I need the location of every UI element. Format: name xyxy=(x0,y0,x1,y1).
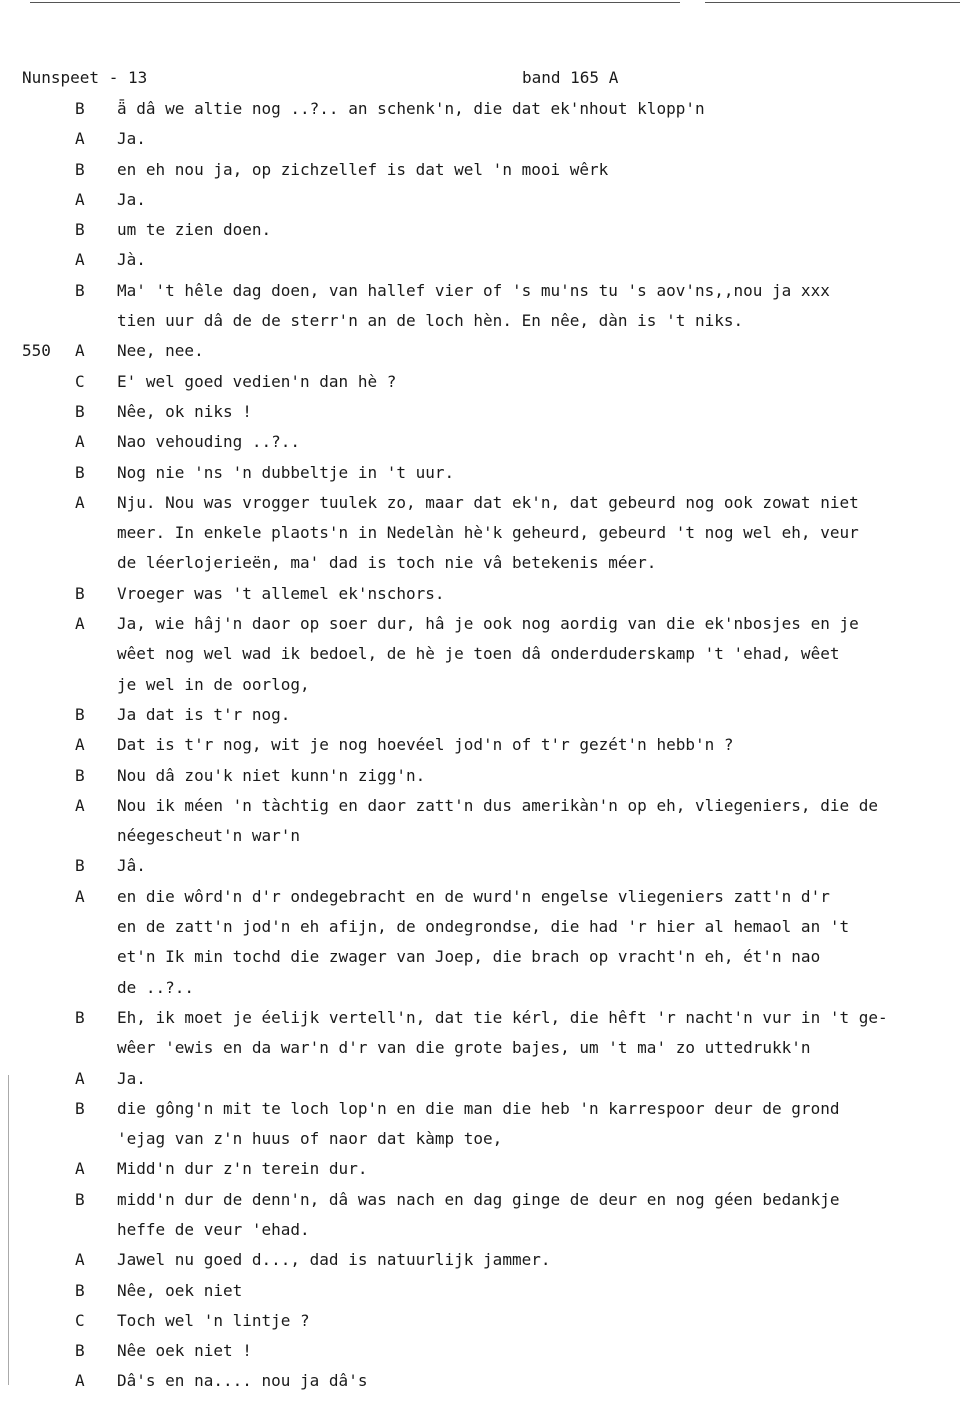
speaker-label: C xyxy=(75,371,85,391)
transcript-line xyxy=(0,765,966,795)
speaker-label: A xyxy=(75,250,85,270)
transcript-line xyxy=(0,219,966,249)
utterance-text: Ja. xyxy=(117,1068,146,1088)
utterance-text: Ja dat is t'r nog. xyxy=(117,704,291,724)
transcript-line xyxy=(0,977,966,1007)
transcript-line xyxy=(0,886,966,916)
utterance-text: wêet nog wel wad ik bedoel, de hè je toen dâ onderduderskamp 't 'ehad, wêet xyxy=(117,644,840,664)
utterance-text: Toch wel 'n lintje ? xyxy=(117,1310,310,1330)
utterance-text: wêer 'ewis en da war'n d'r van die grote bajes, um 't ma' zo uttedrukk'n xyxy=(117,1038,811,1058)
transcript-line xyxy=(0,280,966,310)
speaker-label: B xyxy=(75,765,85,785)
transcript-line xyxy=(0,128,966,158)
margin-mark xyxy=(8,1075,9,1385)
transcript-line xyxy=(0,1280,966,1310)
speaker-label: B xyxy=(75,704,85,724)
page-header xyxy=(22,68,956,90)
speaker-label: B xyxy=(75,1189,85,1209)
header-location: Nunspeet - 13 xyxy=(22,68,148,87)
utterance-text: E' wel goed vedien'n dan hè ? xyxy=(117,371,397,391)
utterance-text: néegescheut'n war'n xyxy=(117,826,301,846)
speaker-label: B xyxy=(75,159,85,179)
speaker-label: A xyxy=(75,189,85,209)
utterance-text: Nêe oek niet ! xyxy=(117,1341,252,1361)
transcript-line xyxy=(0,431,966,461)
speaker-label: C xyxy=(75,1310,85,1330)
utterance-text: Dâ's en na.... nou ja dâ's xyxy=(117,1371,368,1391)
transcript-line xyxy=(0,1219,966,1249)
transcript-line xyxy=(0,310,966,340)
speaker-label: A xyxy=(75,432,85,452)
utterance-text: en die wôrd'n d'r ondegebracht en de wurd'n engelse vliegeniers zatt'n d'r xyxy=(117,886,830,906)
transcript-line xyxy=(0,1310,966,1340)
transcript-line xyxy=(0,1068,966,1098)
transcript-line xyxy=(0,855,966,885)
transcript-lines xyxy=(0,98,966,1401)
utterance-text: Nou ik méen 'n tàchtig en daor zatt'n dus amerikàn'n op eh, vliegeniers, die de xyxy=(117,795,878,815)
utterance-text: tien uur dâ de de sterr'n an de loch hèn. En nêe, dàn is 't niks. xyxy=(117,311,744,331)
utterance-text: Ma' 't hêle dag doen, van hallef vier of 's mu'ns tu 's aov'ns,,nou ja xxx xyxy=(117,280,830,300)
utterance-text: Eh, ik moet je éelijk vertell'n, dat tie kérl, die hêft 'r nacht'n vur in 't ge- xyxy=(117,1007,888,1027)
utterance-text: Nêe, ok niks ! xyxy=(117,401,252,421)
utterance-text: Nao vehouding ..?.. xyxy=(117,432,301,452)
transcript-line xyxy=(0,249,966,279)
speaker-label: A xyxy=(75,614,85,634)
line-number: 550 xyxy=(22,341,51,361)
transcript-line xyxy=(0,1037,966,1067)
transcript-line xyxy=(0,1249,966,1279)
utterance-text: midd'n dur de denn'n, dâ was nach en dag ginge de deur en nog géen bedankje xyxy=(117,1189,840,1209)
transcript-line xyxy=(0,1098,966,1128)
transcript-line xyxy=(0,704,966,734)
transcript-line xyxy=(0,643,966,673)
speaker-label: A xyxy=(75,492,85,512)
speaker-label: A xyxy=(75,341,85,361)
transcript-line xyxy=(0,159,966,189)
utterance-text: Midd'n dur z'n terein dur. xyxy=(117,1159,368,1179)
utterance-text: heffe de veur 'ehad. xyxy=(117,1219,310,1239)
utterance-text: Ja. xyxy=(117,129,146,149)
utterance-text: Nju. Nou was vrogger tuulek zo, maar dat ek'n, dat gebeurd nog ook zowat niet xyxy=(117,492,859,512)
transcript-line xyxy=(0,674,966,704)
utterance-text: de ..?.. xyxy=(117,977,195,997)
utterance-text: Jâ. xyxy=(117,856,146,876)
speaker-label: A xyxy=(75,795,85,815)
utterance-text: Jà. xyxy=(117,250,146,270)
speaker-label: A xyxy=(75,735,85,755)
utterance-text: um te zien doen. xyxy=(117,220,272,240)
speaker-label: A xyxy=(75,1068,85,1088)
transcript-line xyxy=(0,734,966,764)
transcript-line xyxy=(0,1158,966,1188)
utterance-text: Ja, wie hâj'n daor op soer dur, hâ je ook nog aordig van die ek'nbosjes en je xyxy=(117,614,859,634)
speaker-label: B xyxy=(75,280,85,300)
speaker-label: A xyxy=(75,1371,85,1391)
transcript-line xyxy=(0,401,966,431)
speaker-label: B xyxy=(75,583,85,603)
transcript-line xyxy=(0,1189,966,1219)
transcript-line xyxy=(0,1370,966,1400)
top-rule-right xyxy=(705,2,960,3)
utterance-text: Ja. xyxy=(117,189,146,209)
speaker-label: B xyxy=(75,220,85,240)
utterance-text: 'ejag van z'n huus of naor dat kàmp toe, xyxy=(117,1129,503,1149)
speaker-label: B xyxy=(75,462,85,482)
transcript-line xyxy=(0,522,966,552)
utterance-text: Jawel nu goed d..., dad is natuurlijk jammer. xyxy=(117,1250,551,1270)
utterance-text: Nog nie 'ns 'n dubbeltje in 't uur. xyxy=(117,462,455,482)
utterance-text: Vroeger was 't allemel ek'nschors. xyxy=(117,583,445,603)
utterance-text: en de zatt'n jod'n eh afijn, de ondegrondse, die had 'r hier al hemaol an 't xyxy=(117,917,850,937)
utterance-text: je wel in de oorlog, xyxy=(117,674,310,694)
utterance-text: Nêe, oek niet xyxy=(117,1280,243,1300)
speaker-label: A xyxy=(75,129,85,149)
utterance-text: Dat is t'r nog, wit je nog hoevéel jod'n of t'r gezét'n hebb'n ? xyxy=(117,735,734,755)
speaker-label: B xyxy=(75,1341,85,1361)
utterance-text: Nou dâ zou'k niet kunn'n zigg'n. xyxy=(117,765,426,785)
transcript-line xyxy=(0,1007,966,1037)
transcript-line xyxy=(0,946,966,976)
speaker-label: B xyxy=(75,401,85,421)
utterance-text: die gông'n mit te loch lop'n en die man die heb 'n karrespoor deur de grond xyxy=(117,1098,840,1118)
transcript-line xyxy=(0,492,966,522)
header-tape-number: band 165 A xyxy=(522,68,619,87)
transcript-line xyxy=(0,916,966,946)
speaker-label: B xyxy=(75,1007,85,1027)
speaker-label: A xyxy=(75,886,85,906)
transcript-line xyxy=(0,340,966,370)
transcript-line xyxy=(0,1128,966,1158)
transcript-line xyxy=(0,98,966,128)
speaker-label: B xyxy=(75,1098,85,1118)
transcript-line xyxy=(0,189,966,219)
speaker-label: B xyxy=(75,99,85,118)
speaker-label: B xyxy=(75,1280,85,1300)
utterance-text: meer. In enkele plaots'n in Nedelàn hè'k geheurd, gebeurd 't nog wel eh, veur xyxy=(117,523,859,543)
transcript-line xyxy=(0,552,966,582)
utterance-text: et'n Ik min tochd die zwager van Joep, die brach op vracht'n eh, ét'n nao xyxy=(117,947,821,967)
utterance-text: en eh nou ja, op zichzellef is dat wel 'n mooi wêrk xyxy=(117,159,609,179)
speaker-label: A xyxy=(75,1250,85,1270)
transcript-line xyxy=(0,583,966,613)
transcript-line xyxy=(0,825,966,855)
transcript-line xyxy=(0,462,966,492)
utterance-text: Nee, nee. xyxy=(117,341,204,361)
transcript-line xyxy=(0,795,966,825)
utterance-text: ǟ dâ we altie nog ..?.. an schenk'n, die dat ek'nhout klopp'n xyxy=(117,99,705,118)
speaker-label: A xyxy=(75,1159,85,1179)
top-rule-left xyxy=(30,2,680,3)
transcript-line xyxy=(0,1340,966,1370)
speaker-label: B xyxy=(75,856,85,876)
transcript-line xyxy=(0,613,966,643)
utterance-text: de léerlojerieën, ma' dad is toch nie vâ betekenis méer. xyxy=(117,553,657,573)
transcript-line xyxy=(0,371,966,401)
